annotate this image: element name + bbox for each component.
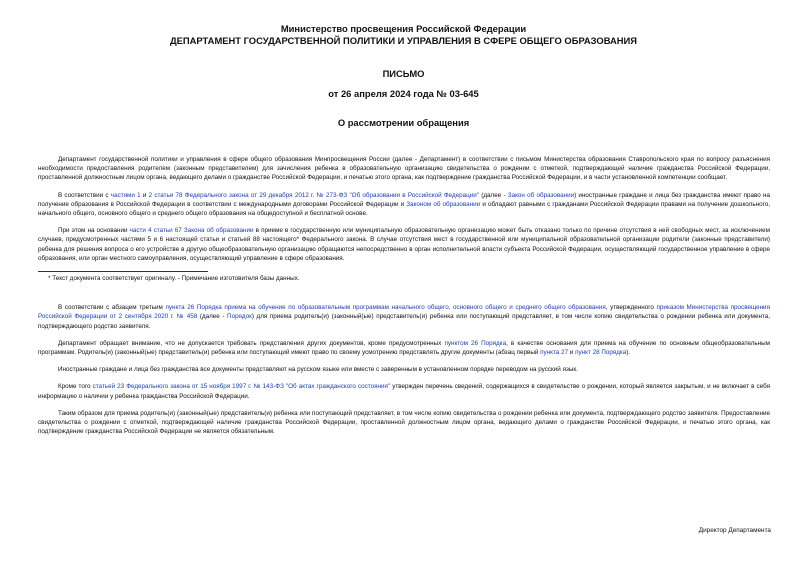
paragraph-text: ) иностранные граждане и лица без гражданства имеют право на получение образования в Российской Федерации в соответствии с международными договорами Российской Федерации и	[38, 191, 771, 208]
footnote-divider	[38, 271, 208, 272]
paragraph-4	[38, 303, 770, 331]
paragraph-text: (далее -	[479, 191, 508, 199]
paragraph-text: В соответствии с	[58, 191, 111, 199]
paragraph-2	[38, 191, 770, 219]
link-procedure-point-26-b[interactable]: пунктом 26 Порядка	[444, 339, 507, 347]
paragraph-text: и	[140, 191, 149, 199]
paragraph-8	[38, 409, 770, 437]
link-order-458[interactable]: приказом Министерства просвещения Российской Федерации от 2 сентября 2020 г. № 458	[38, 304, 770, 321]
paragraph-5	[38, 339, 770, 357]
doc-subject: О рассмотрении обращения	[337, 117, 470, 128]
paragraph-text: и обладают равными с гражданами Российской Федерации правами на получение дошкольного, начального общего, основного общего и среднего общего образования на общедоступной и бесплатной основе.	[38, 200, 770, 218]
signature: Директор Департамента	[698, 527, 771, 534]
link-education-law[interactable]: Закон об образовании	[507, 191, 575, 199]
doc-date-number: от 26 апреля 2024 года № 03-645	[328, 88, 479, 99]
ministry-name: Министерство просвещения Российской Федерации	[280, 23, 527, 34]
department-name: ДЕПАРТАМЕНТ ГОСУДАРСТВЕННОЙ ПОЛИТИКИ И УПРАВЛЕНИЯ В СФЕРЕ ОБЩЕГО ОБРАЗОВАНИЯ	[169, 35, 638, 46]
link-point-28[interactable]: пункт 28 Порядка	[575, 349, 627, 357]
paragraph-text: Департамент обращает внимание, что не допускается требовать представления других документов, кроме предусмотренных	[58, 339, 445, 347]
footnote: * Текст документа соответствует оригиналу. - Примечание изготовителя базы данных.	[48, 275, 300, 283]
paragraph-text: Департамент государственной политики и управления в сфере общего образования Минпросвещения России (далее - Департамент) в соответствии с письмом Министерства образования Ставропольского края по вопросу разъяснения необходимости предоставления родителем (законным представителем) для зачисления ребенка в образовательную организацию свидетельства о рождении с отметкой, подтверждающей наличие гражданства Российской Федерации, проставленной должностным лицом органа, ведающего делами о гражданстве Российской Федерации, и печатью этого органа, как подтверждение гражданства Российской Федерации, и в части установленной компетенции сообщает.	[38, 156, 770, 182]
paragraph-text: Таким образом для приема родитель(и) (законный(ые) представитель(и) ребенка или поступающий представляет, в том числе копию свидетельства о рождении ребенка или документа, подтверждающего родство заявителя. Предоставление свидетельства о рождении с отметкой, подтверждающей наличие гражданства Российской Федерации, проставленной должностным лицом органа, ведающего делами о гражданстве Российской Федерации, и печатью этого органа, как подтверждение гражданства Российской Федерации не является обязательным.	[38, 409, 770, 436]
paragraph-6	[38, 365, 770, 374]
paragraph-1	[38, 155, 770, 183]
paragraph-text: В соответствии с абзацем третьим	[58, 304, 166, 312]
link-law-273-parts[interactable]: частями 1	[110, 191, 141, 199]
paragraph-text: , в качестве основания для приема на обучение по основным общеобразовательным программам. Родитель(и) (законный(ые) представитель(и) ребенка или поступающий имеют право по своему усмотрению представлять другие документы (абзац первый	[38, 339, 771, 357]
paragraph-text: ) для приема родитель(и) (законный(ые) представитель(и) ребенка или поступающий представляет, в том числе копию свидетельства о рождении ребенка или документа, подтверждающего родство заявителя.	[38, 313, 771, 330]
paragraph-text: Кроме того	[58, 383, 93, 391]
document-body	[38, 155, 770, 444]
paragraph-text: При этом на основании	[58, 227, 130, 235]
paragraph-text: , утвержденного	[605, 304, 657, 312]
paragraph-text: утвержден перечень сведений, содержащихся в свидетельстве о рождении, который является закрытым, и не включает в себя информацию о наличии у ребенка гражданства Российской Федерации.	[38, 383, 770, 400]
link-article-67-part-4[interactable]: части 4 статьи 67 Закона об образовании	[129, 227, 254, 235]
paragraph-text: и	[568, 349, 576, 357]
paragraph-text: (далее -	[197, 313, 228, 321]
paragraph-text: в приеме в государственную или муниципальную образовательную организацию может быть отказано только по причине отсутствия в ней свободных мест, за исключением случаев, предусмотренных частями 5 и 6 настоящей статьи и статьей 88 настоящего* Федерального закона. В случае отсутствия мест в государственной или муниципальной образовательной организации родители (законные представители) ребенка для решения вопроса о его устройстве в другую общеобразовательную организацию обращаются непосредственно в орган исполнительной власти субъекта Российской Федерации, осуществляющий государственное управление в сфере образования, или орган местного самоуправления, осуществляющий управление в сфере образования.	[38, 227, 770, 262]
link-education-law-2[interactable]: Законом об образовании	[406, 200, 481, 208]
doc-type: ПИСЬМО	[382, 68, 425, 79]
link-law-273-article-78[interactable]: 2 статьи 78 Федерального закона от 29 декабря 2012 г. № 273-ФЗ "Об образовании в Российской Федерации"	[148, 191, 480, 199]
paragraph-3	[38, 226, 770, 263]
link-point-27[interactable]: пункта 27	[540, 349, 569, 357]
link-procedure[interactable]: Порядок	[227, 313, 252, 321]
paragraph-text: Иностранные граждане и лица без гражданства все документы представляют на русском языке или вместе с заверенным в установленном порядке переводом на русский язык.	[58, 366, 578, 374]
link-law-143-article-23[interactable]: статьей 23 Федерального закона от 15 ноября 1997 г. № 143-ФЗ "Об актах гражданского состояния"	[92, 383, 391, 391]
link-procedure-point-26[interactable]: пункта 26 Порядка приема на обучение по образовательным программам начального общего, основного общего и среднего общего образования	[165, 304, 606, 312]
paragraph-7	[38, 382, 770, 400]
paragraph-text: ).	[626, 349, 631, 357]
